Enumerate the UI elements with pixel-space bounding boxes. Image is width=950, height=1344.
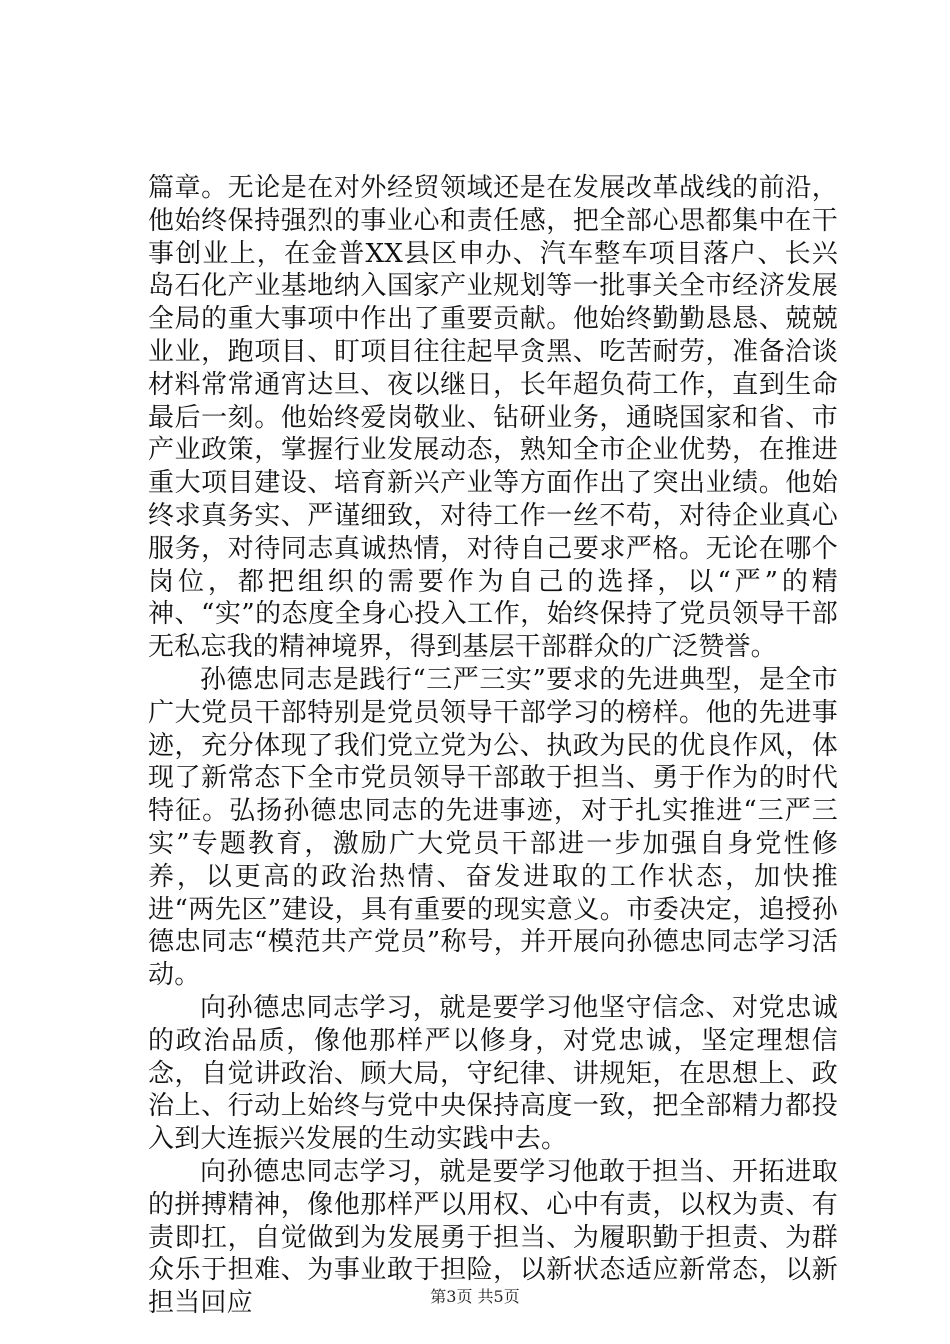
page-number: 第3页 共5页 (430, 1287, 520, 1306)
body-text (148, 172, 838, 1320)
paragraph-continuation: 篇章。无论是在对外经贸领域还是在发展改革战线的前沿，他始终保持强烈的事业心和责任感，把全部心思都集中在干事创业上，在金普XX县区申办、汽车整车项目落户、长兴岛石化产业基地纳入国家产业规划等一批事关全市经济发展全局的重大事项中作出了重要贡献。他始终勤勤恳恳、兢兢业业，跑项目、盯项目往往起早贪黑、吃苦耐劳，准备洽谈材料常常通宵达旦、夜以继日，长年超负荷工作，直到生命最后一刻。他始终爱岗敬业、钻研业务，通晓国家和省、市产业政策，掌握行业发展动态，熟知全市企业优势，在推进重大项目建设、培育新兴产业等方面作出了突出业绩。他始终求真务实、严谨细致，对待工作一丝不苟，对待企业真心服务，对待同志真诚热情，对待自己要求严格。无论在哪个岗位，都把组织的需要作为自己的选择，以“严”的精神、“实”的态度全身心投入工作，始终保持了党员领导干部无私忘我的精神境界，得到基层干部群众的广泛赞誉。 (148, 173, 838, 663)
paragraph-political-quality: 向孙德忠同志学习，就是要学习他坚守信念、对党忠诚的政治品质，像他那样严以修身，对党忠诚，坚定理想信念，自觉讲政治、顾大局，守纪律、讲规矩，在思想上、政治上、行动上始终与党中央保持高度一致，把全部精力都投入到大连振兴发展的生动实践中去。 (148, 992, 838, 1155)
page-footer (0, 1284, 950, 1307)
paragraph-model-example: 孙德忠同志是践行“三严三实”要求的先进典型，是全市广大党员干部特别是党员领导干部学习的榜样。他的先进事迹，充分体现了我们党立党为公、执政为民的优良作风，体现了新常态下全市党员领导干部敢于担当、勇于作为的时代特征。弘扬孙德忠同志的先进事迹，对于扎实推进“三严三实”专题教育，激励广大党员干部进一步加强自身党性修养，以更高的政治热情、奋发进取的工作状态，加快推进“两先区”建设，具有重要的现实意义。市委决定，追授孙德忠同志“模范共产党员”称号，并开展向孙德忠同志学习活动。 (148, 664, 838, 991)
paragraph-pioneering-spirit: 向孙德忠同志学习，就是要学习他敢于担当、开拓进取的拼搏精神，像他那样严以用权、心中有责，以权为责、有责即扛，自觉做到为发展勇于担当、为履职勤于担责、为群众乐于担难、为事业敢于担险，以新状态适应新常态，以新担当回应 (148, 1156, 838, 1319)
